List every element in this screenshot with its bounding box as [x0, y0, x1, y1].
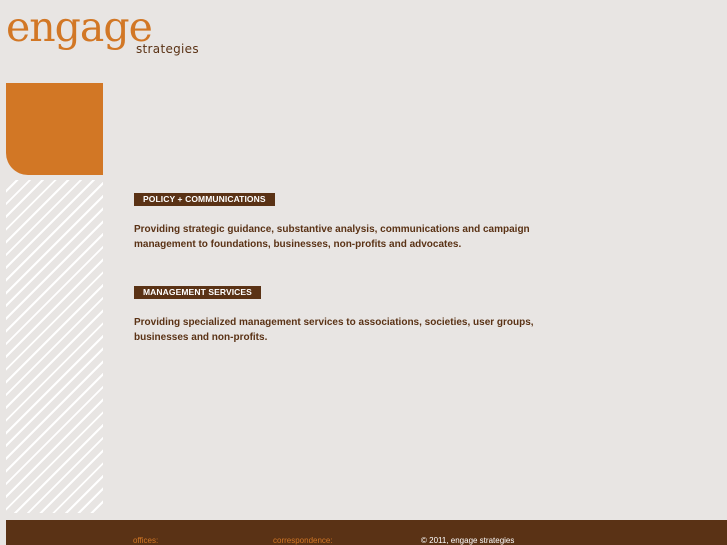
decorative-orange-block — [6, 83, 103, 175]
footer-offices-label[interactable]: offices: — [133, 536, 159, 545]
section-heading-management[interactable]: MANAGEMENT SERVICES — [134, 286, 261, 299]
management-services-section — [134, 282, 534, 345]
footer-copyright: © 2011, engage strategies — [421, 536, 515, 545]
section-description-management: Providing specialized management services to associations, societies, user groups, businesses and non-profits. — [134, 317, 534, 343]
section-description-policy: Providing strategic guidance, substantive analysis, communications and campaign management to foundations, businesses, non-profits and advocates. — [134, 224, 530, 250]
footer — [6, 520, 727, 545]
logo-wordmark: engage — [6, 3, 152, 51]
decorative-hatch-panel — [6, 180, 103, 513]
section-heading-policy[interactable]: POLICY + COMMUNICATIONS — [134, 193, 275, 206]
footer-correspondence-label[interactable]: correspondence: — [273, 536, 333, 545]
logo[interactable] — [6, 4, 206, 58]
logo-tagline: strategies — [136, 42, 199, 56]
policy-communications-section — [134, 189, 534, 252]
